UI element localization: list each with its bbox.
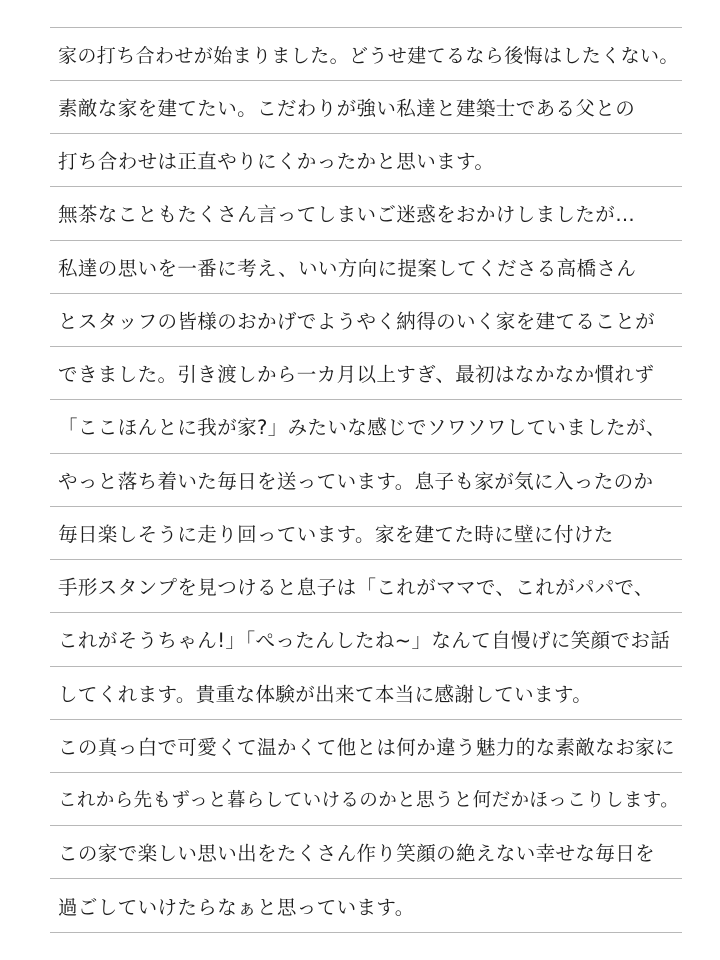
ruled-line <box>50 399 682 400</box>
ruled-line <box>50 772 682 773</box>
letter-line-15: これから先もずっと暮らしていけるのかと思うと何だかほっこりします。 <box>58 790 680 811</box>
ruled-line <box>50 346 682 347</box>
ruled-line <box>50 932 682 933</box>
letter-line-1: 家の打ち合わせが始まりました。どうせ建てるなら後悔はしたくない。 <box>58 45 679 67</box>
ruled-line <box>50 293 682 294</box>
letter-line-6: とスタッフの皆様のおかげでようやく納得のいく家を建てることが <box>58 310 656 333</box>
letter-line-16: この家で楽しい思い出をたくさん作り笑顔の絶えない幸せな毎日を <box>58 842 656 865</box>
ruled-line <box>50 559 682 560</box>
ruled-line <box>50 453 682 454</box>
letter-line-5: 私達の思いを一番に考え、いい方向に提案してくださる高橋さん <box>58 257 637 280</box>
ruled-line <box>50 666 682 667</box>
ruled-line <box>50 240 682 241</box>
letter-line-4: 無茶なこともたくさん言ってしまいご迷惑をおかけしましたが… <box>58 203 636 226</box>
letter-line-2: 素敵な家を建てたい。こだわりが強い私達と建築士である父との <box>58 97 636 120</box>
ruled-line <box>50 80 682 81</box>
letter-line-17: 過ごしていけたらなぁと思っています。 <box>58 896 415 919</box>
letter-line-9: やっと落ち着いた毎日を送っています。息子も家が気に入ったのか <box>58 470 654 493</box>
ruled-line <box>50 186 682 187</box>
ruled-line <box>50 133 682 134</box>
letter-line-3: 打ち合わせは正直やりにくかったかと思います。 <box>58 150 495 173</box>
letter-line-13: してくれます。貴重な体験が出来て本当に感謝しています。 <box>58 683 593 706</box>
ruled-line <box>50 878 682 879</box>
letter-line-8: 「ここほんとに我が家?」みたいな感じでソワソワしていましたが、 <box>58 416 666 439</box>
letter-line-10: 毎日楽しそうに走り回っています。家を建てた時に壁に付けた <box>58 523 614 546</box>
ruled-line <box>50 27 682 28</box>
ruled-line <box>50 825 682 826</box>
letter-line-7: できました。引き渡しから一カ月以上すぎ、最初はなかなか慣れず <box>58 363 655 386</box>
ruled-line <box>50 719 682 720</box>
letter-line-14: この真っ白で可愛くて温かくて他とは何か違う魅力的な素敵なお家に <box>58 736 675 759</box>
letter-line-12: これがそうちゃん!」「ぺったんしたね~」なんて自慢げに笑顔でお話 <box>58 629 671 652</box>
letter-line-11: 手形スタンプを見つけると息子は「これがママで、これがパパで、 <box>58 576 654 599</box>
ruled-line <box>50 506 682 507</box>
ruled-line <box>50 612 682 613</box>
